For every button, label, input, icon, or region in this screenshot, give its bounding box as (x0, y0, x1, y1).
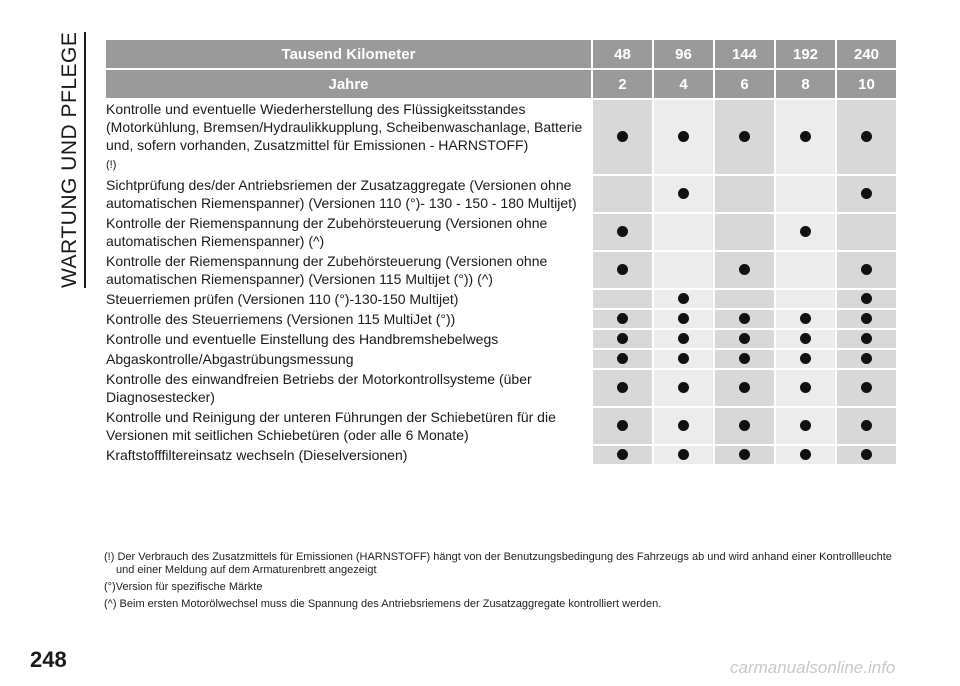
interval-cell (714, 175, 775, 213)
task-note-marker: (!) (106, 159, 117, 171)
interval-cell (592, 213, 653, 251)
task-text: Kontrolle und eventuelle Wiederherstellung des Flüssigkeitsstandes (Motorkühlung, Bremsen/Hydraulikkupplung, Scheibenwaschanlage, Batterie und, sofern vorhanden, Zusatzmittel für Emissionen - HARNSTOFF) (106, 101, 583, 153)
bullet-icon (617, 382, 628, 393)
header-km-label: Tausend Kilometer (105, 39, 592, 69)
interval-cell (836, 407, 897, 445)
interval-cell (775, 289, 836, 309)
interval-cell (592, 309, 653, 329)
table-row (105, 99, 897, 175)
bullet-icon (739, 449, 750, 460)
footnote: (°)Version für spezifische Märkte (104, 581, 263, 593)
bullet-icon (617, 449, 628, 460)
header-years-label: Jahre (105, 69, 592, 99)
watermark: carmanualsonline.info (730, 658, 896, 677)
header-km-value: 96 (653, 39, 714, 69)
interval-cell (836, 175, 897, 213)
interval-cell (653, 407, 714, 445)
bullet-icon (678, 333, 689, 344)
interval-cell (836, 329, 897, 349)
table-row (105, 251, 897, 289)
bullet-icon (678, 188, 689, 199)
interval-cell (714, 407, 775, 445)
table-row (105, 289, 897, 309)
bullet-icon (800, 131, 811, 142)
bullet-icon (739, 264, 750, 275)
bullet-icon (739, 333, 750, 344)
header-row-years (105, 69, 897, 99)
header-row-km (105, 39, 897, 69)
bullet-icon (678, 313, 689, 324)
interval-cell (775, 175, 836, 213)
interval-cell (836, 99, 897, 175)
interval-cell (592, 445, 653, 465)
task-text: Kontrolle und eventuelle Einstellung des Handbremshebelwegs (106, 331, 499, 347)
bullet-icon (617, 264, 628, 275)
table-row (105, 175, 897, 213)
interval-cell (775, 251, 836, 289)
interval-cell (714, 349, 775, 369)
interval-cell (836, 445, 897, 465)
task-description (105, 251, 592, 289)
task-description (105, 445, 592, 465)
bullet-icon (861, 333, 872, 344)
header-years-value: 10 (836, 69, 897, 99)
header-km-value: 192 (775, 39, 836, 69)
interval-cell (653, 99, 714, 175)
interval-cell (653, 369, 714, 407)
task-description (105, 213, 592, 251)
interval-cell (836, 213, 897, 251)
interval-cell (653, 349, 714, 369)
header-km-value: 240 (836, 39, 897, 69)
task-text: Kontrolle der Riemenspannung der Zubehörsteuerung (Versionen ohne automatischen Riemenspanner) (Versionen 115 Multijet (°)) (^) (106, 253, 548, 287)
bullet-icon (678, 420, 689, 431)
interval-cell (714, 369, 775, 407)
task-description (105, 175, 592, 213)
table-row (105, 369, 897, 407)
interval-cell (592, 369, 653, 407)
table-row (105, 407, 897, 445)
interval-cell (775, 445, 836, 465)
task-description (105, 289, 592, 309)
bullet-icon (678, 382, 689, 393)
bullet-icon (739, 382, 750, 393)
bullet-icon (861, 353, 872, 364)
table-row (105, 213, 897, 251)
interval-cell (836, 369, 897, 407)
interval-cell (714, 289, 775, 309)
task-description (105, 349, 592, 369)
bullet-icon (678, 293, 689, 304)
interval-cell (775, 213, 836, 251)
interval-cell (775, 99, 836, 175)
bullet-icon (800, 226, 811, 237)
task-description (105, 369, 592, 407)
table-row (105, 349, 897, 369)
interval-cell (653, 251, 714, 289)
table-row (105, 309, 897, 329)
bullet-icon (678, 353, 689, 364)
task-text: Kontrolle und Reinigung der unteren Führungen der Schiebetüren für die Versionen mit seitlichen Schiebetüren (oder alle 6 Monate) (106, 409, 556, 443)
interval-cell (653, 175, 714, 213)
interval-cell (836, 251, 897, 289)
section-title: WARTUNG UND PFLEGE (58, 31, 81, 288)
header-years-value: 6 (714, 69, 775, 99)
bullet-icon (739, 313, 750, 324)
interval-cell (714, 329, 775, 349)
header-years-value: 2 (592, 69, 653, 99)
interval-cell (775, 407, 836, 445)
maintenance-table (104, 38, 898, 466)
interval-cell (714, 251, 775, 289)
interval-cell (775, 369, 836, 407)
interval-cell (592, 99, 653, 175)
bullet-icon (739, 131, 750, 142)
footnote: (^) Beim ersten Motorölwechsel muss die Spannung des Antriebsriemens der Zusatzaggregate kontrolliert werden. (104, 598, 662, 610)
interval-cell (592, 329, 653, 349)
bullet-icon (739, 420, 750, 431)
bullet-icon (861, 382, 872, 393)
interval-cell (592, 251, 653, 289)
task-description (105, 407, 592, 445)
header-km-value: 48 (592, 39, 653, 69)
bullet-icon (800, 353, 811, 364)
interval-cell (714, 213, 775, 251)
bullet-icon (800, 382, 811, 393)
footnote: (!) Der Verbrauch des Zusatzmittels für Emissionen (HARNSTOFF) hängt von der Benutzungsbedingung des Fahrzeugs ab und wird anhand einer Kontrollleuchte und einer Meldung auf dem Armaturenbrett angezeigt (104, 551, 892, 576)
bullet-icon (617, 226, 628, 237)
sidebar-rule (84, 32, 86, 288)
table-row (105, 445, 897, 465)
bullet-icon (617, 333, 628, 344)
bullet-icon (617, 353, 628, 364)
interval-cell (836, 309, 897, 329)
interval-cell (836, 289, 897, 309)
interval-cell (592, 175, 653, 213)
bullet-icon (861, 131, 872, 142)
bullet-icon (617, 420, 628, 431)
task-text: Steuerriemen prüfen (Versionen 110 (°)-130-150 Multijet) (106, 291, 459, 307)
interval-cell (653, 309, 714, 329)
task-text: Sichtprüfung des/der Antriebsriemen der Zusatzaggregate (Versionen ohne automatischen Riemenspanner) (Versionen 110 (°)- 130 - 150 - 180 Multijet) (106, 177, 577, 211)
interval-cell (592, 289, 653, 309)
task-text: Kontrolle des einwandfreien Betriebs der Motorkontrollsysteme (über Diagnosestecker) (106, 371, 532, 405)
interval-cell (836, 349, 897, 369)
bullet-icon (861, 313, 872, 324)
bullet-icon (861, 449, 872, 460)
task-text: Kontrolle des Steuerriemens (Versionen 115 MultiJet (°)) (106, 311, 456, 327)
interval-cell (714, 99, 775, 175)
bullet-icon (800, 333, 811, 344)
header-years-value: 8 (775, 69, 836, 99)
interval-cell (653, 289, 714, 309)
interval-cell (775, 309, 836, 329)
task-text: Kontrolle der Riemenspannung der Zubehörsteuerung (Versionen ohne automatischen Riemenspanner) (^) (106, 215, 548, 249)
table-row (105, 329, 897, 349)
interval-cell (592, 407, 653, 445)
bullet-icon (861, 293, 872, 304)
bullet-icon (861, 264, 872, 275)
bullet-icon (739, 353, 750, 364)
interval-cell (775, 349, 836, 369)
bullet-icon (800, 449, 811, 460)
task-description (105, 309, 592, 329)
interval-cell (653, 445, 714, 465)
bullet-icon (617, 313, 628, 324)
header-years-value: 4 (653, 69, 714, 99)
interval-cell (653, 213, 714, 251)
interval-cell (714, 309, 775, 329)
task-description (105, 329, 592, 349)
bullet-icon (617, 131, 628, 142)
bullet-icon (861, 420, 872, 431)
interval-cell (592, 349, 653, 369)
bullet-icon (800, 313, 811, 324)
bullet-icon (678, 449, 689, 460)
bullet-icon (800, 420, 811, 431)
interval-cell (775, 329, 836, 349)
header-km-value: 144 (714, 39, 775, 69)
task-text: Kraftstofffiltereinsatz wechseln (Dieselversionen) (106, 447, 408, 463)
footnotes (104, 551, 896, 615)
page-number: 248 (30, 647, 67, 672)
task-text: Abgaskontrolle/Abgastrübungsmessung (106, 351, 354, 367)
bullet-icon (678, 131, 689, 142)
interval-cell (653, 329, 714, 349)
interval-cell (714, 445, 775, 465)
bullet-icon (861, 188, 872, 199)
task-description (105, 99, 592, 175)
